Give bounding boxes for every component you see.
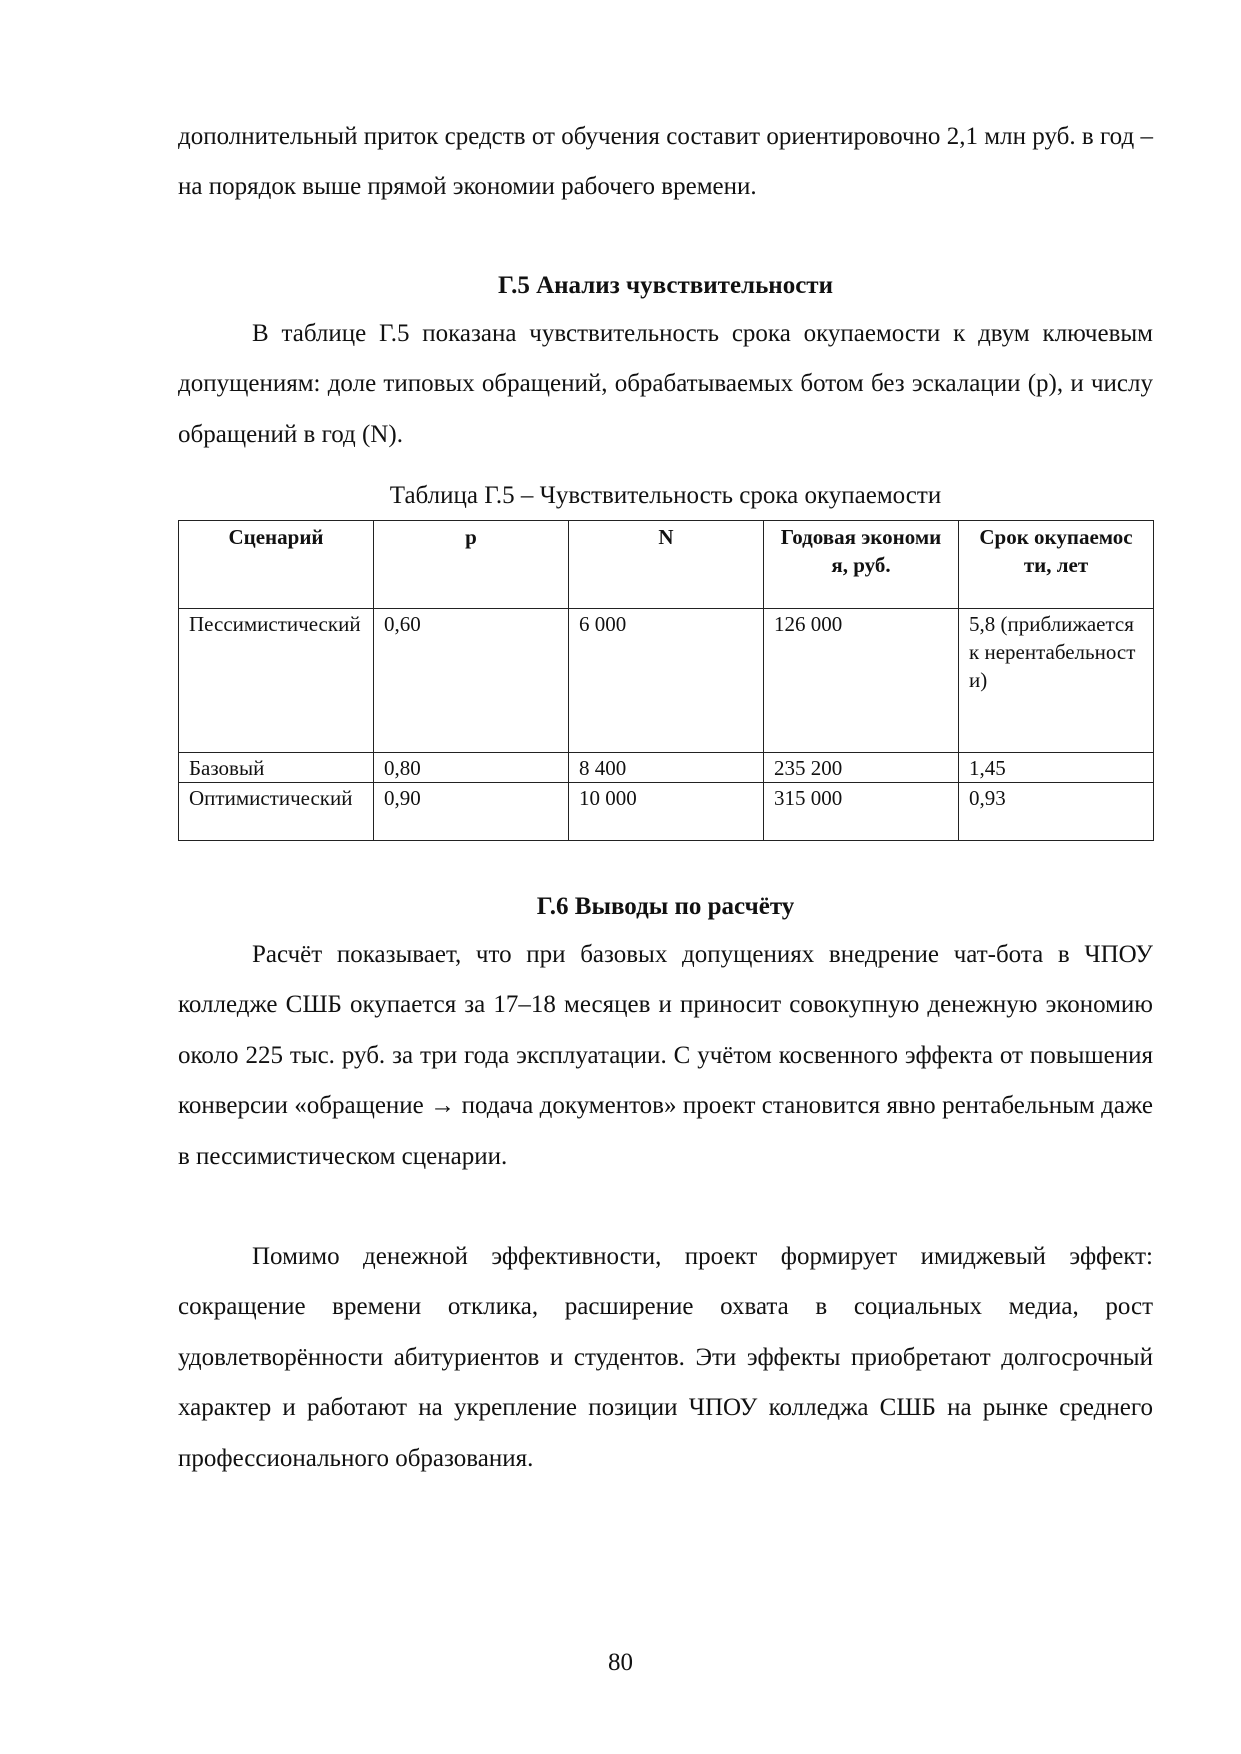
- sensitivity-table: [178, 520, 1154, 841]
- cell-payback-period: 5,8 (приближается к нерентабельности): [959, 609, 1154, 753]
- cell-scenario: Пессимистический: [179, 609, 374, 753]
- cell-annual-savings: 315 000: [764, 783, 959, 841]
- table-row: [179, 783, 1154, 841]
- section-heading-g6: Г.6 Выводы по расчёту: [536, 893, 795, 920]
- header-n: N: [569, 521, 764, 609]
- cell-n: 8 400: [569, 753, 764, 783]
- cell-p: 0,80: [374, 753, 569, 783]
- section-heading-g5: Г.5 Анализ чувствительности: [498, 272, 833, 299]
- cell-n: 10 000: [569, 783, 764, 841]
- cell-scenario: Оптимистический: [179, 783, 374, 841]
- cell-scenario: Базовый: [179, 753, 374, 783]
- section-g6-paragraph-2: Помимо денежной эффективности, проект формирует имиджевый эффект: сокращение времени отклика, расширение охвата в социальных медиа, рост удовлетворённости абитуриентов и студентов. Эти эффекты приобретают долгосрочный характер и работают на укрепление позиции ЧПОУ колледжа СШБ на рынке среднего профессионального образования.: [178, 1243, 1153, 1472]
- cell-p: 0,90: [374, 783, 569, 841]
- cell-p: 0,60: [374, 609, 569, 753]
- page-number: 80: [608, 1649, 633, 1676]
- table-row: [179, 753, 1154, 783]
- table-header-row: [179, 521, 1154, 609]
- section-g5-paragraph: В таблице Г.5 показана чувствительность срока окупаемости к двум ключевым допущениям: доле типовых обращений, обрабатываемых ботом без эскалации (p), и числу обращений в год (N).: [178, 320, 1153, 448]
- table-row: [179, 609, 1154, 753]
- cell-annual-savings: 235 200: [764, 753, 959, 783]
- table-caption: Таблица Г.5 – Чувствительность срока окупаемости: [389, 482, 942, 509]
- cell-payback-period: 1,45: [959, 753, 1154, 783]
- section-g6-paragraph-1: Расчёт показывает, что при базовых допущениях внедрение чат-бота в ЧПОУ колледже СШБ окупается за 17–18 месяцев и приносит совокупную денежную экономию около 225 тыс. руб. за три года эксплуатации. С учётом косвенного эффекта от повышения конверсии «обращение → подача документов» проект становится явно рентабельным даже в пессимистическом сценарии.: [178, 941, 1153, 1170]
- cell-annual-savings: 126 000: [764, 609, 959, 753]
- intro-paragraph: дополнительный приток средств от обучения составит ориентировочно 2,1 млн руб. в год – на порядок выше прямой экономии рабочего времени.: [178, 123, 1153, 201]
- header-p: p: [374, 521, 569, 609]
- cell-payback-period: 0,93: [959, 783, 1154, 841]
- cell-n: 6 000: [569, 609, 764, 753]
- header-scenario: Сценарий: [179, 521, 374, 609]
- header-annual-savings: Годовая экономия, руб.: [764, 521, 959, 609]
- header-payback-period: Срок окупаемости, лет: [959, 521, 1154, 609]
